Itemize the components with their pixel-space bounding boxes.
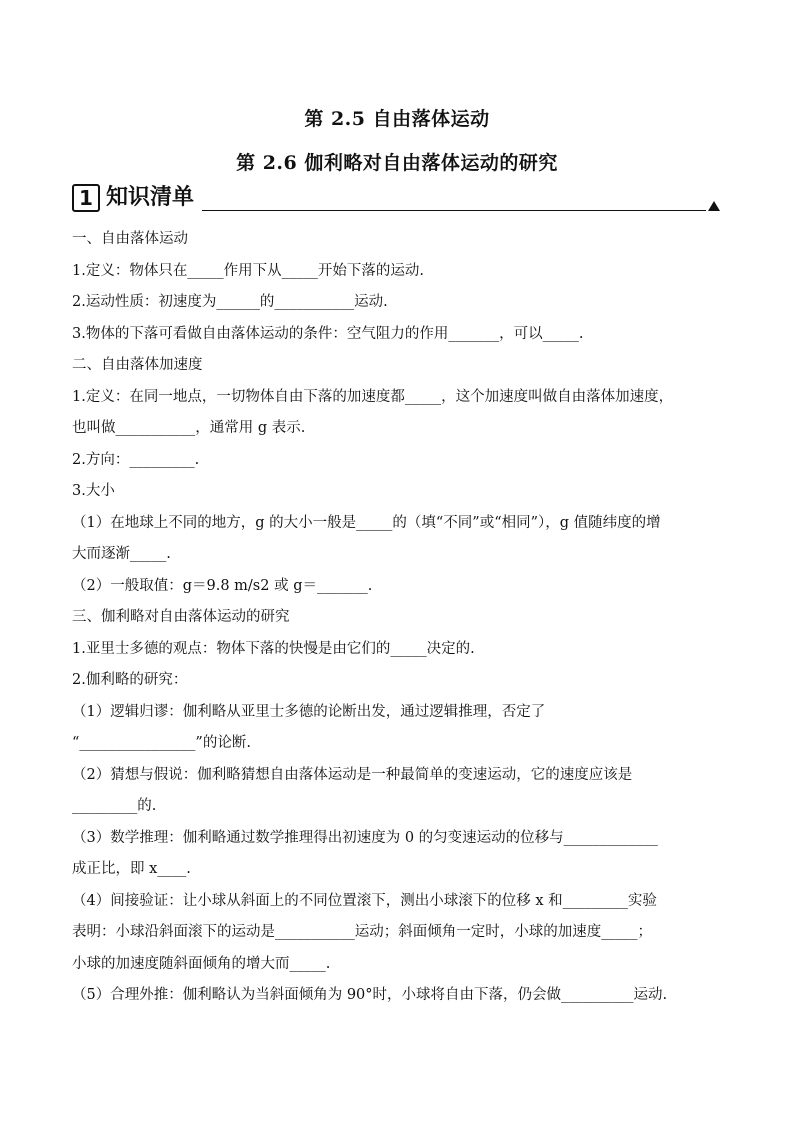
section-rule bbox=[202, 210, 706, 211]
text-line: 二、自由落体加速度 bbox=[72, 357, 203, 373]
text-line: 3.物体的下落可看做自由落体运动的条件：空气阻力的作用_______，可以_____. bbox=[72, 325, 584, 342]
text-line: 大而逐渐_____. bbox=[72, 546, 171, 562]
text-line: 三、伽利略对自由落体运动的研究 bbox=[72, 609, 290, 625]
text-line: （2）一般取值：g＝9.8 m/s2 或 g＝_______. bbox=[72, 577, 373, 594]
text-line: _________的. bbox=[72, 798, 157, 814]
triangle-marker-icon bbox=[708, 201, 720, 211]
text-line: 表明：小球沿斜面滚下的运动是___________运动；斜面倾角一定时，小球的加速度_____； bbox=[72, 924, 652, 940]
text-line: “________________”的论断. bbox=[72, 735, 251, 751]
text-line: 2.方向：_________. bbox=[72, 451, 200, 468]
text-line: （2）猜想与假说：伽利略猜想自由落体运动是一种最简单的变速运动，它的速度应该是 bbox=[72, 766, 633, 783]
title-sub: 第 2.6 伽利略对自由落体运动的研究 bbox=[236, 152, 558, 174]
text-line: 2.伽利略的研究： bbox=[72, 672, 188, 688]
title-main: 第 2.5 自由落体运动 bbox=[304, 108, 490, 130]
text-line: 2.运动性质：初速度为______的___________运动. bbox=[72, 294, 388, 310]
text-line: 也叫做___________，通常用 g 表示. bbox=[72, 420, 306, 436]
text-line: （4）间接验证：让小球从斜面上的不同位置滚下，测出小球滚下的位移 x 和_________实验 bbox=[72, 892, 657, 909]
section-title: 知识清单 bbox=[106, 185, 195, 210]
text-line: （5）合理外推：伽利略认为当斜面倾角为 90°时，小球将自由下落，仍会做__________运动. bbox=[72, 987, 668, 1003]
text-line: 成正比，即 x____. bbox=[72, 861, 191, 877]
section-number-badge: 1 bbox=[72, 184, 100, 212]
content-body bbox=[72, 224, 722, 1012]
text-line: 小球的加速度随斜面倾角的增大而_____. bbox=[72, 955, 331, 972]
text-line: （3）数学推理：伽利略通过数学推理得出初速度为 0 的匀变速运动的位移与_____________ bbox=[72, 829, 658, 846]
section-header bbox=[72, 184, 722, 214]
text-line: 1.定义：在同一地点，一切物体自由下落的加速度都_____，这个加速度叫做自由落体加速度， bbox=[72, 388, 674, 405]
text-line: 3.大小 bbox=[72, 483, 115, 499]
text-line: （1）在地球上不同的地方，g 的大小一般是_____的（填“不同”或“相同”），g 值随纬度的增 bbox=[72, 514, 661, 531]
text-line: 1.定义：物体只在_____作用下从_____开始下落的运动. bbox=[72, 262, 424, 279]
text-line: 1.亚里士多德的观点：物体下落的快慢是由它们的_____决定的. bbox=[72, 640, 475, 657]
text-line: （1）逻辑归谬：伽利略从亚里士多德的论断出发，通过逻辑推理，否定了 bbox=[72, 703, 546, 720]
text-line: 一、自由落体运动 bbox=[72, 231, 188, 247]
